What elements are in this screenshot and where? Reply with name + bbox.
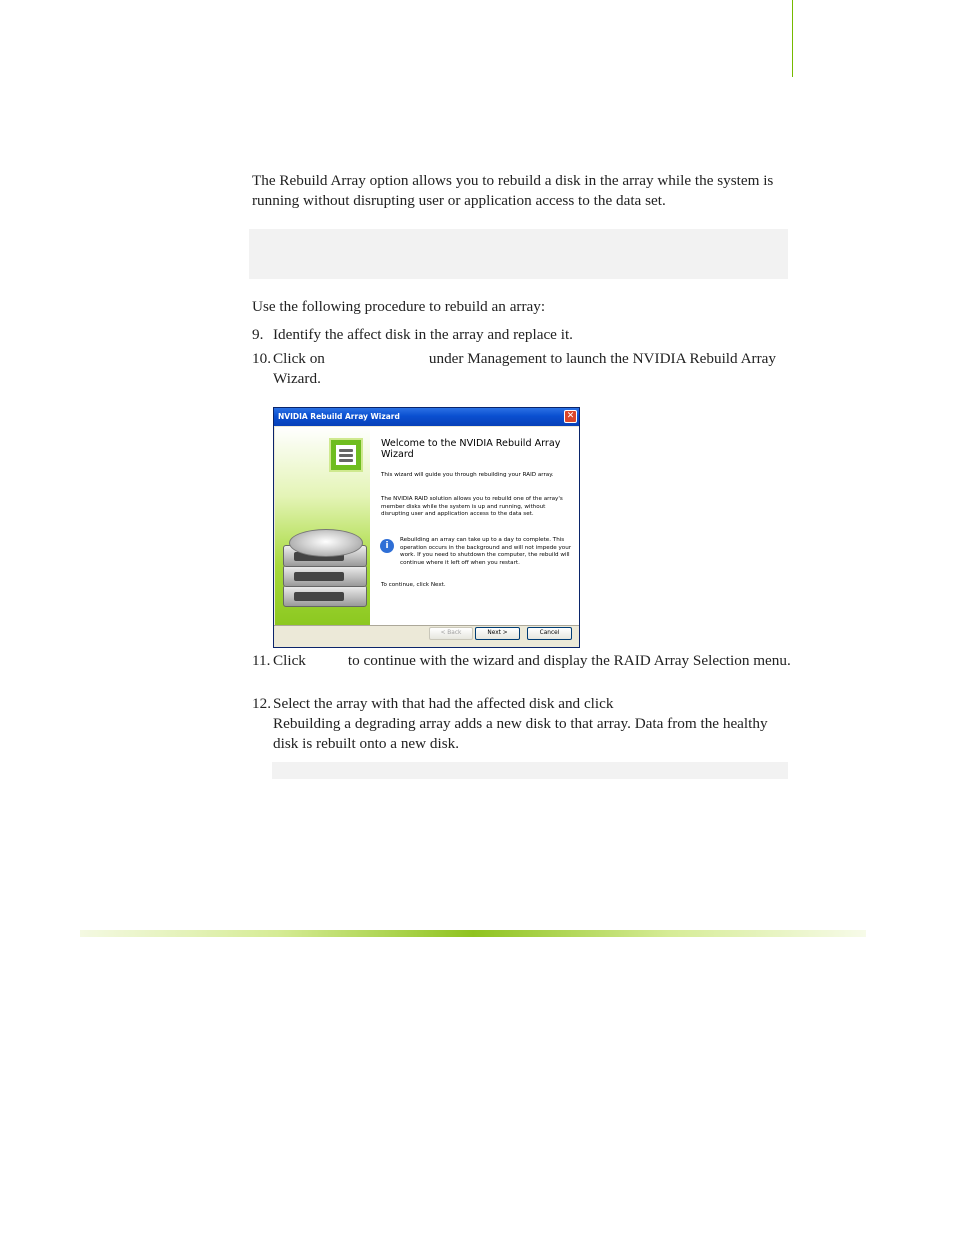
step-line: Select the array with that had the affected disk and click (273, 695, 614, 712)
next-button[interactable]: Next > (475, 627, 520, 640)
step-text: Identify the affect disk in the array and replace it. (273, 326, 573, 343)
wizard-titlebar (274, 408, 579, 426)
info-icon: i (380, 539, 394, 553)
step-detail: Rebuilding a degrading array adds a new disk to that array. Data from the healthy disk is rebuilt onto a new disk. (273, 715, 768, 752)
wizard-separator (274, 625, 579, 626)
step-prefix: Click (273, 652, 306, 669)
footer-rule (80, 930, 866, 937)
wizard-intro-text: This wizard will guide you through rebuilding your RAID array. (381, 472, 554, 478)
back-button[interactable]: < Back (429, 627, 473, 640)
header-rule (792, 0, 793, 77)
disk-icon (283, 585, 367, 607)
step-suffix: to continue with the wizard and display the RAID Array Selection menu. (347, 652, 791, 669)
step-text (273, 349, 793, 389)
step-number: 11. (252, 652, 271, 669)
wizard-content (370, 427, 579, 625)
wizard-heading: Welcome to the NVIDIA Rebuild Array Wizard (381, 438, 561, 460)
raid-logo-icon (329, 438, 363, 472)
wizard-title: NVIDIA Rebuild Array Wizard (278, 412, 400, 421)
procedure-intro: Use the following procedure to rebuild an array: (252, 298, 546, 315)
wizard-continue-text: To continue, click Next. (381, 582, 446, 588)
disk-icon (283, 565, 367, 587)
intro-paragraph: The Rebuild Array option allows you to rebuild a disk in the array while the system is running without disrupting user or application access to the data set. (252, 172, 774, 209)
note-box (249, 229, 788, 279)
step-text (273, 651, 793, 671)
wizard-description: The NVIDIA RAID solution allows you to rebuild one of the array's member disks while the system is up and running, without disrupting user and application access to the data set. (381, 496, 563, 518)
wizard-side-panel (275, 427, 370, 625)
step-suffix: under Management to launch the NVIDIA Rebuild Array Wizard. (273, 350, 776, 387)
cancel-button[interactable]: Cancel (527, 627, 572, 640)
step-number: 9. (252, 326, 264, 343)
step-text (273, 694, 793, 754)
step-number: 10. (252, 350, 271, 367)
step-10 (252, 349, 792, 389)
rebuild-array-wizard-window (273, 407, 580, 648)
step-number: 12. (252, 695, 271, 712)
close-icon[interactable]: ✕ (564, 410, 577, 423)
wizard-info-text: Rebuilding an array can take up to a day to complete. This operation occurs in the background and will not impede your work. If you need to shutdown the computer, the rebuild will continue where it left off when you restart. (400, 537, 572, 566)
step-9 (252, 325, 792, 345)
note-box (272, 762, 788, 779)
step-prefix: Click on (273, 350, 325, 367)
step-11 (252, 651, 792, 691)
step-12 (252, 694, 792, 754)
disk-platter-icon (289, 529, 363, 557)
